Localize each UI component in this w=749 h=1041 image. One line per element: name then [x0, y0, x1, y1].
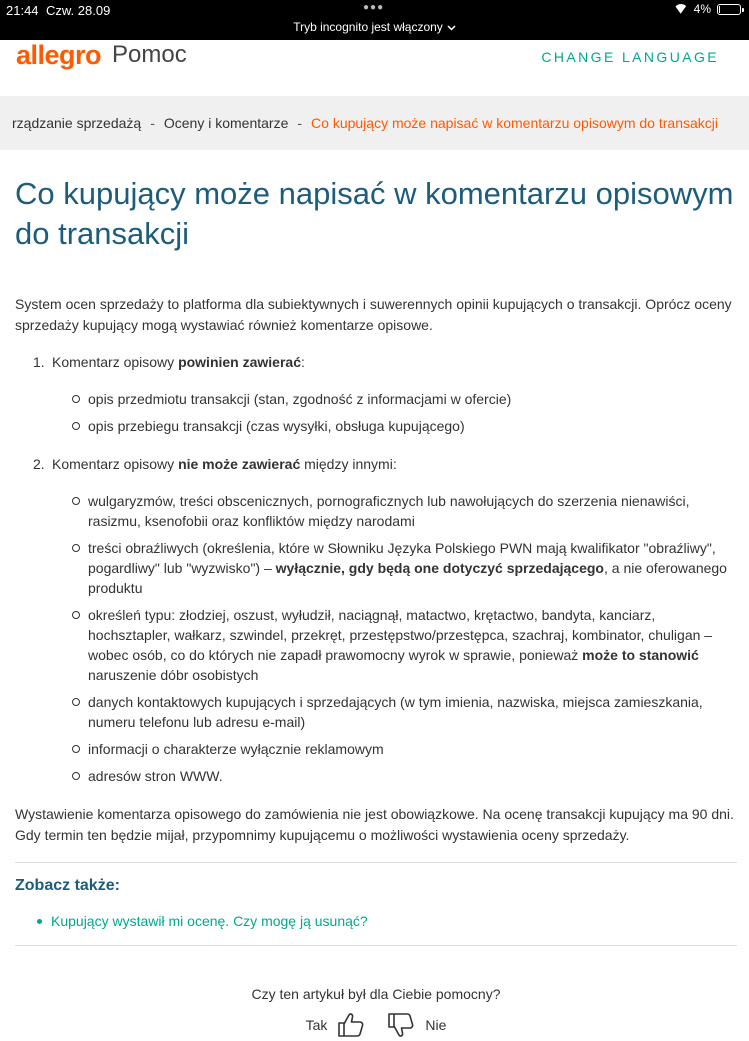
see-also-list	[15, 913, 737, 929]
list-bold: powinien zawierać	[178, 354, 301, 370]
status-bar	[0, 0, 749, 40]
feedback-question: Czy ten artykuł był dla Ciebie pomocny?	[251, 986, 501, 1002]
sub-text: naruszenie dóbr osobistych	[88, 667, 259, 683]
wifi-icon	[674, 4, 688, 14]
article	[15, 150, 737, 1038]
sub-list-item: opis przedmiotu transakcji (stan, zgodność z informacjami w ofercie)	[70, 389, 737, 409]
change-language-button[interactable]: CHANGE LANGUAGE	[541, 49, 719, 65]
sub-bold: może to stanowić	[582, 647, 699, 663]
breadcrumb-item[interactable]: rządzanie sprzedażą	[12, 115, 142, 131]
sub-text: , a nie oferowanego produktu	[88, 560, 727, 596]
list-number: 1.	[33, 354, 45, 370]
list-item	[33, 352, 737, 436]
thumbs-up-icon[interactable]	[337, 1012, 365, 1038]
list-bold: nie może zawierać	[178, 456, 301, 472]
sub-list-item: adresów stron WWW.	[70, 766, 737, 786]
feedback-no-label[interactable]: Nie	[425, 1017, 447, 1033]
sub-list-item: informacji o charakterze wyłącznie reklamowym	[70, 739, 737, 759]
sub-list-item	[70, 605, 737, 685]
breadcrumb-separator: -	[150, 115, 155, 131]
breadcrumb	[0, 96, 749, 150]
incognito-indicator[interactable]	[0, 20, 749, 34]
status-time: 21:44	[6, 3, 39, 18]
status-date: Czw. 28.09	[46, 3, 111, 18]
list-text: Komentarz opisowy	[52, 354, 179, 370]
sub-text: treści obraźliwych (określenia, które w Słowniku Języka Polskiego PWN mają kwalifikator "obraźliwy", pogardliwy" lub "wyzwisko") –	[88, 540, 716, 576]
list-text: Komentarz opisowy	[52, 456, 179, 472]
feedback-yes-label[interactable]: Tak	[305, 1017, 328, 1033]
article-intro: System ocen sprzedaży to platforma dla subiektywnych i suwerennych opinii kupujących o transakcji. Oprócz oceny sprzedaży kupujący mogą wystawiać również komentarze opisowe.	[15, 296, 732, 333]
sub-list	[15, 389, 737, 436]
list-text: między innymi:	[300, 456, 397, 472]
sub-list-item: wulgaryzmów, treści obscenicznych, pornograficznych lub nawołujących do szerzenia nienawiści, rasizmu, ksenofobii oraz konfliktów między narodami	[70, 491, 737, 531]
sub-bold: wyłącznie, gdy będą one dotyczyć sprzedającego	[275, 560, 604, 576]
rules-list	[15, 352, 737, 786]
feedback-row	[15, 1012, 737, 1038]
see-also-heading: Zobacz także:	[15, 877, 120, 894]
status-right	[674, 2, 741, 16]
breadcrumb-current: Co kupujący może napisać w komentarzu opisowym do transakcji	[311, 115, 718, 131]
sub-list-item: opis przebiegu transakcji (czas wysyłki, obsługa kupującego)	[70, 416, 737, 436]
site-header	[0, 40, 749, 96]
see-also-link[interactable]: Kupujący wystawił mi ocenę. Czy mogę ją usunąć?	[51, 913, 368, 929]
list-item	[33, 454, 737, 786]
divider	[15, 862, 737, 863]
sub-list-item: danych kontaktowych kupujących i sprzedających (w tym imienia, nazwiska, miejsca zamieszkania, numeru telefonu lub adresu e-mail)	[70, 692, 737, 732]
list-item	[37, 913, 737, 929]
allegro-logo[interactable]: allegro	[16, 40, 102, 70]
battery-icon	[717, 4, 741, 15]
sub-list	[15, 491, 737, 786]
battery-fill	[719, 6, 720, 13]
sub-list-item	[70, 538, 737, 598]
incognito-label: Tryb incognito jest włączony	[293, 20, 443, 34]
page-title: Co kupujący może napisać w komentarzu opisowym do transakcji	[15, 176, 734, 251]
sub-text: określeń typu: złodziej, oszust, wyłudził, naciągnął, matactwo, krętactwo, bandyta, kanciarz, hochsztapler, wałkarz, szwindel, przekręt, przestępstwo/przestępca, szachraj, kombinator, chuligan – wobec osób, co do których nie zapadł prawomocny wyrok w sprawie, ponieważ	[88, 607, 713, 663]
chevron-down-icon	[447, 20, 456, 34]
article-outro: Wystawienie komentarza opisowego do zamówienia nie jest obowiązkowe. Na ocenę transakcji kupujący ma 90 dni. Gdy termin ten będzie mijał, przypomnimy kupującemu o możliwości wystawienia oceny sprzedaży.	[15, 806, 734, 843]
list-text: :	[301, 354, 305, 370]
thumbs-down-icon[interactable]	[387, 1012, 415, 1038]
help-section-title[interactable]: Pomoc	[112, 41, 187, 68]
breadcrumb-item[interactable]: Oceny i komentarze	[163, 115, 289, 131]
battery-percent: 4%	[693, 2, 711, 16]
list-number: 2.	[33, 456, 45, 472]
breadcrumb-separator: -	[297, 115, 303, 131]
multitasking-dots-icon[interactable]: ●●●	[363, 2, 385, 13]
divider	[15, 945, 737, 946]
